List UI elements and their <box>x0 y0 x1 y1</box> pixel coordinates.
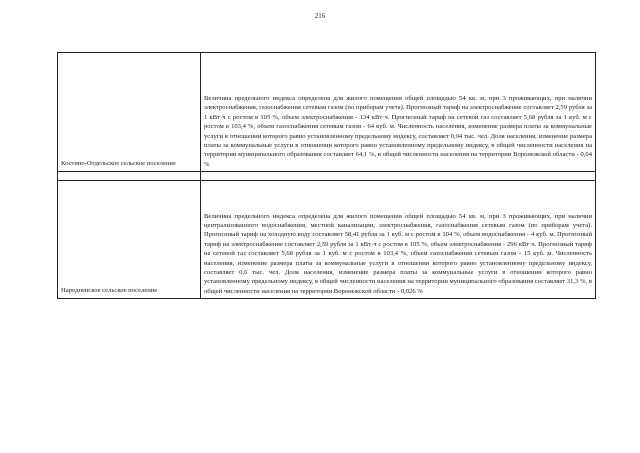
settlement-name: Народненское сельское поселение <box>61 286 158 294</box>
spacer-cell <box>201 172 596 181</box>
settlement-cell <box>58 181 201 299</box>
settlements-table <box>57 52 596 299</box>
row-spacer <box>58 172 596 181</box>
table-row <box>58 181 596 299</box>
settlement-cell <box>58 53 201 172</box>
spacer-cell <box>58 172 201 181</box>
index-description: Величина предельного индекса определена для жилого помещения общей площадью 54 кв. м, при 3 проживающих, при наличии электроснабжения, газоснабжения сетевым газом (по приборам учета). Прогнозный тариф на электроснабжение составляет 2,59 рубля за 1 кВт·ч с ростом в 105 %, объем электроснабжения - 134 кВт·ч. Прогнозный тариф на сетевой газ составляет 5,68 рубля за 1 куб. м с ростом в 103,4 %, объем газоснабжения сетевым газом - 64 куб. м. Численность населения, изменение размера платы за коммунальные услуги в отношении которого равно установленному предельному индексу, составляет 0,94 тыс. чел. Доля населения, изменение размера платы за коммунальные услуги в отношении которого равно установленному предельному индексу, в общей численности населения на территории муниципального образования составляет 64,1 %, в общей численности населения на территории Воронежской области - 0,04 % <box>201 53 596 172</box>
index-description: Величина предельного индекса определена для жилого помещения общей площадью 54 кв. м, при 3 проживающих, при наличии централизованного водоснабжения, местной канализации, электроснабжения, газоснабжения сетевым газом (по приборам учета). Прогнозный тариф на холодную воду составляет 58,41 рубля за 1 куб. м с ростом в 104 %, объем водоснабжения - 4 куб. м. Прогнозный тариф на электроснабжение составляет 2,59 рубля за 1 кВт·ч с ростом в 105 %, объем электроснабжения - 296 кВт·ч. Прогнозный тариф на сетевой газ составляет 5,68 рубля за 1 куб. м с ростом в 103,4 %, объем газоснабжения сетевым газом - 15 куб. м. Численность населения, изменение размера платы за коммунальные услуги в отношении которого равно установленному предельному индексу, составляет 0,6 тыс. чел. Доля населения, изменение размера платы за коммунальные услуги в отношении которого равно установленному предельному индексу, в общей численности населения на территории муниципального образования составляет 31,3 %, в общей численности населения на территории Воронежской области - 0,026 % <box>201 181 596 299</box>
page-number: 216 <box>314 12 326 20</box>
table-row <box>58 53 596 172</box>
settlement-name: Костино-Отдельское сельское поселение <box>61 159 176 167</box>
